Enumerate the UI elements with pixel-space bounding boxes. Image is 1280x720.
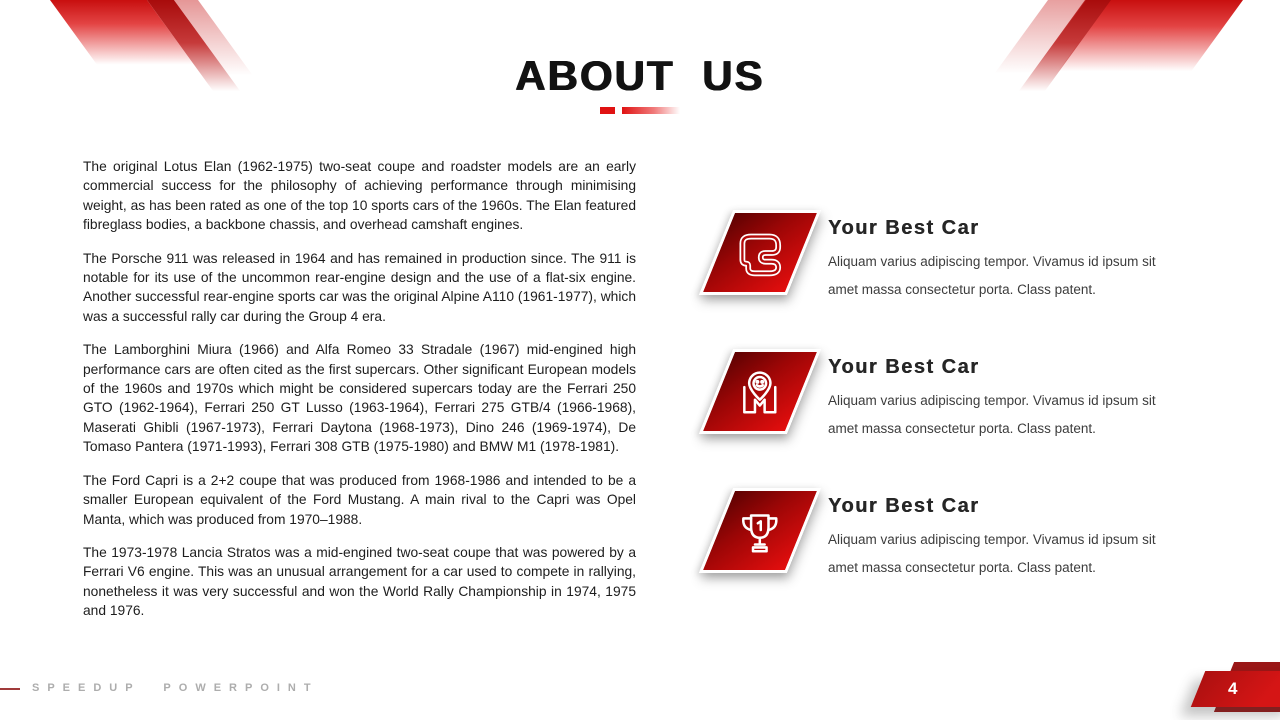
- underline-bar: [622, 107, 680, 114]
- feature-title: Your Best Car: [828, 356, 980, 378]
- feature-content: [828, 349, 1173, 443]
- paragraph-porsche-911: The Porsche 911 was released in 1964 and has remained in production since. The 911 is notable for its use of the uncommon rear-engine design and the use of a flat-six engine. Another successful rear-engine sports car was the original Alpine A110 (1961-1977), which was a successful rally car during the Group 4 era.: [83, 250, 636, 324]
- page-number: 4: [1228, 679, 1238, 698]
- title-underline: [0, 107, 1280, 114]
- feature-content: [828, 210, 1173, 304]
- paragraph-lotus-elan: The original Lotus Elan (1962-1975) two-seat coupe and roadster models are an early commercial success for the philosophy of achieving performance through minimising weight, as has been rated as one of the top 10 sports cars of the 1960s. The Elan featured fibreglass bodies, a backbone chassis, and overhead camshaft engines.: [83, 159, 636, 233]
- feature-icon-plate: [699, 349, 821, 434]
- map-pin-icon: [731, 363, 789, 421]
- feature-content: [828, 488, 1173, 582]
- feature-icon-plate: [699, 488, 821, 573]
- feature-title: Your Best Car: [828, 217, 980, 239]
- about-body-text: [83, 157, 636, 635]
- footer-brand-text: SPEEDUP POWERPOINT: [32, 682, 319, 694]
- underline-square: [600, 107, 615, 114]
- feature-description: Aliquam varius adipiscing tempor. Vivamus id ipsum sit amet massa consectetur porta. Class patent.: [828, 393, 1156, 436]
- slide-header: [0, 52, 1280, 114]
- race-track-icon: [731, 224, 789, 282]
- paragraph-supercars: The Lamborghini Miura (1966) and Alfa Romeo 33 Stradale (1967) mid-engined high performance cars are often cited as the first supercars. Other significant European models of the 1960s and 1970s which might be considered supercars today are the Ferrari 250 GTO (1962-1964), Ferrari 250 GT Lusso (1963-1964), Ferrari 275 GTB/4 (1966-1968), Maserati Ghibli (1967-1973), Ferrari Daytona (1968-1973), Dino 246 (1969-1974), De Tomaso Pantera (1971-1993), Ferrari 308 GTB (1975-1980) and BMW M1 (1978-1981).: [83, 342, 636, 455]
- footer-dash: [0, 688, 20, 690]
- feature-description: Aliquam varius adipiscing tempor. Vivamus id ipsum sit amet massa consectetur porta. Class patent.: [828, 532, 1156, 575]
- page-title: ABOUT US: [515, 52, 765, 99]
- paragraph-ford-capri: The Ford Capri is a 2+2 coupe that was produced from 1968-1986 and intended to be a smaller European equivalent of the Ford Mustang. A main rival to the Capri was Opel Manta, which was produced from 1970–1988.: [83, 472, 636, 527]
- page-number-badge: [1191, 671, 1280, 707]
- feature-item: [700, 210, 1200, 304]
- trophy-icon: [731, 502, 789, 560]
- feature-title: Your Best Car: [828, 495, 980, 517]
- feature-item: [700, 349, 1200, 443]
- feature-item: [700, 488, 1200, 582]
- paragraph-lancia-stratos: The 1973-1978 Lancia Stratos was a mid-engined two-seat coupe that was powered by a Ferrari V6 engine. This was an unusual arrangement for a car used to compete in rallying, nonetheless it was very successful and won the World Rally Championship in 1974, 1975 and 1976.: [83, 544, 636, 619]
- feature-description: Aliquam varius adipiscing tempor. Vivamus id ipsum sit amet massa consectetur porta. Class patent.: [828, 254, 1156, 297]
- feature-icon-plate: [699, 210, 821, 295]
